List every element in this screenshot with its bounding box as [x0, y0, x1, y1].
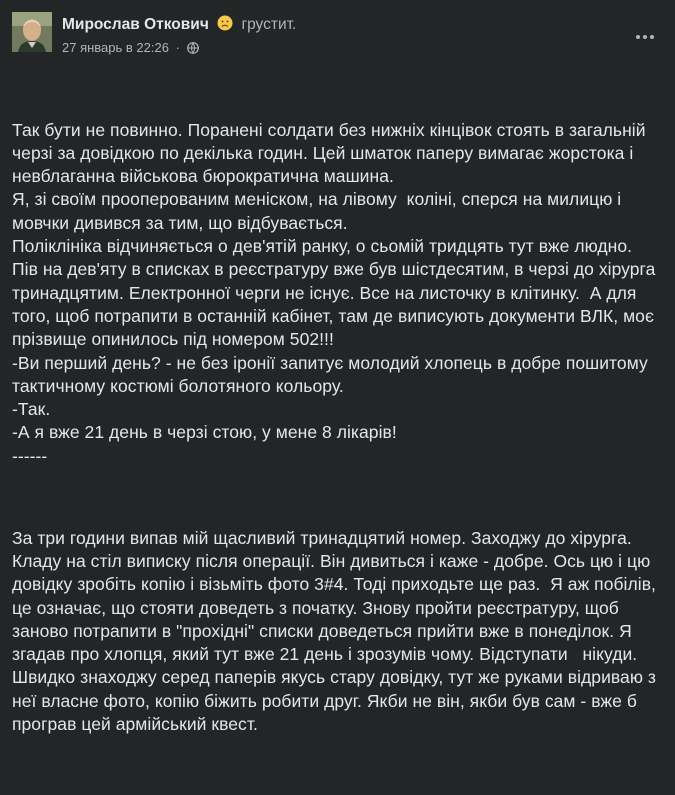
post-meta: [62, 40, 199, 57]
sad-face-emoji-icon: [217, 15, 233, 36]
more-horizontal-icon: [635, 27, 655, 45]
post-paragraph-2: За три години випав мій щасливий тринадцятий номер. Заходжу до хірурга. Кладу на стіл виписку після операції. Він дивиться і каже - добре. Ось цю і цю довідку зробіть копію і візьміть фото 3#4. Тоді приходьте ще раз. Я аж побілів, це означає, що стояти доведеть з початку. Знову пройти реєстратуру, щоб заново потрапити в "прохідні" списки доведеться прийти вже в понеділок. Я згадав про хлопця, який тут вже 21 день і зрозумів чому. Відступати нікуди. Швидко знаходжу серед паперів якусь стару довідку, тут же руками відриваю з неї власне фото, копію біжить робити друг. Якби не він, якби був сам - вже б програв цей армійський квест.: [12, 527, 661, 735]
author-avatar[interactable]: [12, 12, 52, 52]
post-timestamp[interactable]: 27 январь в 22:26: [62, 40, 169, 55]
post-body: [12, 72, 664, 795]
feeling-status: грустит.: [241, 16, 297, 33]
author-line: [62, 15, 296, 36]
meta-separator: ·: [175, 40, 180, 55]
more-options-button[interactable]: [627, 18, 663, 54]
author-name[interactable]: Мирослав Откович: [62, 16, 209, 33]
post-paragraph-1: Так бути не повинно. Поранені солдати без нижніх кінцівок стоять в загальній черзі за довідкою по декілька годин. Цей шматок паперу вимагає жорстока і невблаганна військова бюрократична машина. Я, зі своїм прооперованим меніском, на лівому коліні, сперся на милицю і мовчки дивився за тим, що відбувається. Поліклініка відчиняється о дев'ятій ранку, о сьомій тридцять тут вже людно. Пів на дев'яту в списках в реєстратуру вже був шістдесятим, в черзі до хірурга тринадцятим. Електронної черги не існує. Все на листочку в клітинку. А для того, щоб потрапити в останній кабінет, там де виписують документи ВЛК, моє прізвище опинилось під номером 502!!! -Ви перший день? - не без іронії запитує молодий хлопець в добре пошитому тактичному костюмі болотяного кольору. -Так. -А я вже 21 день в черзі стою, у мене 8 лікарів! ------: [12, 119, 656, 466]
globe-icon[interactable]: [187, 42, 199, 57]
post-header: [12, 12, 663, 62]
